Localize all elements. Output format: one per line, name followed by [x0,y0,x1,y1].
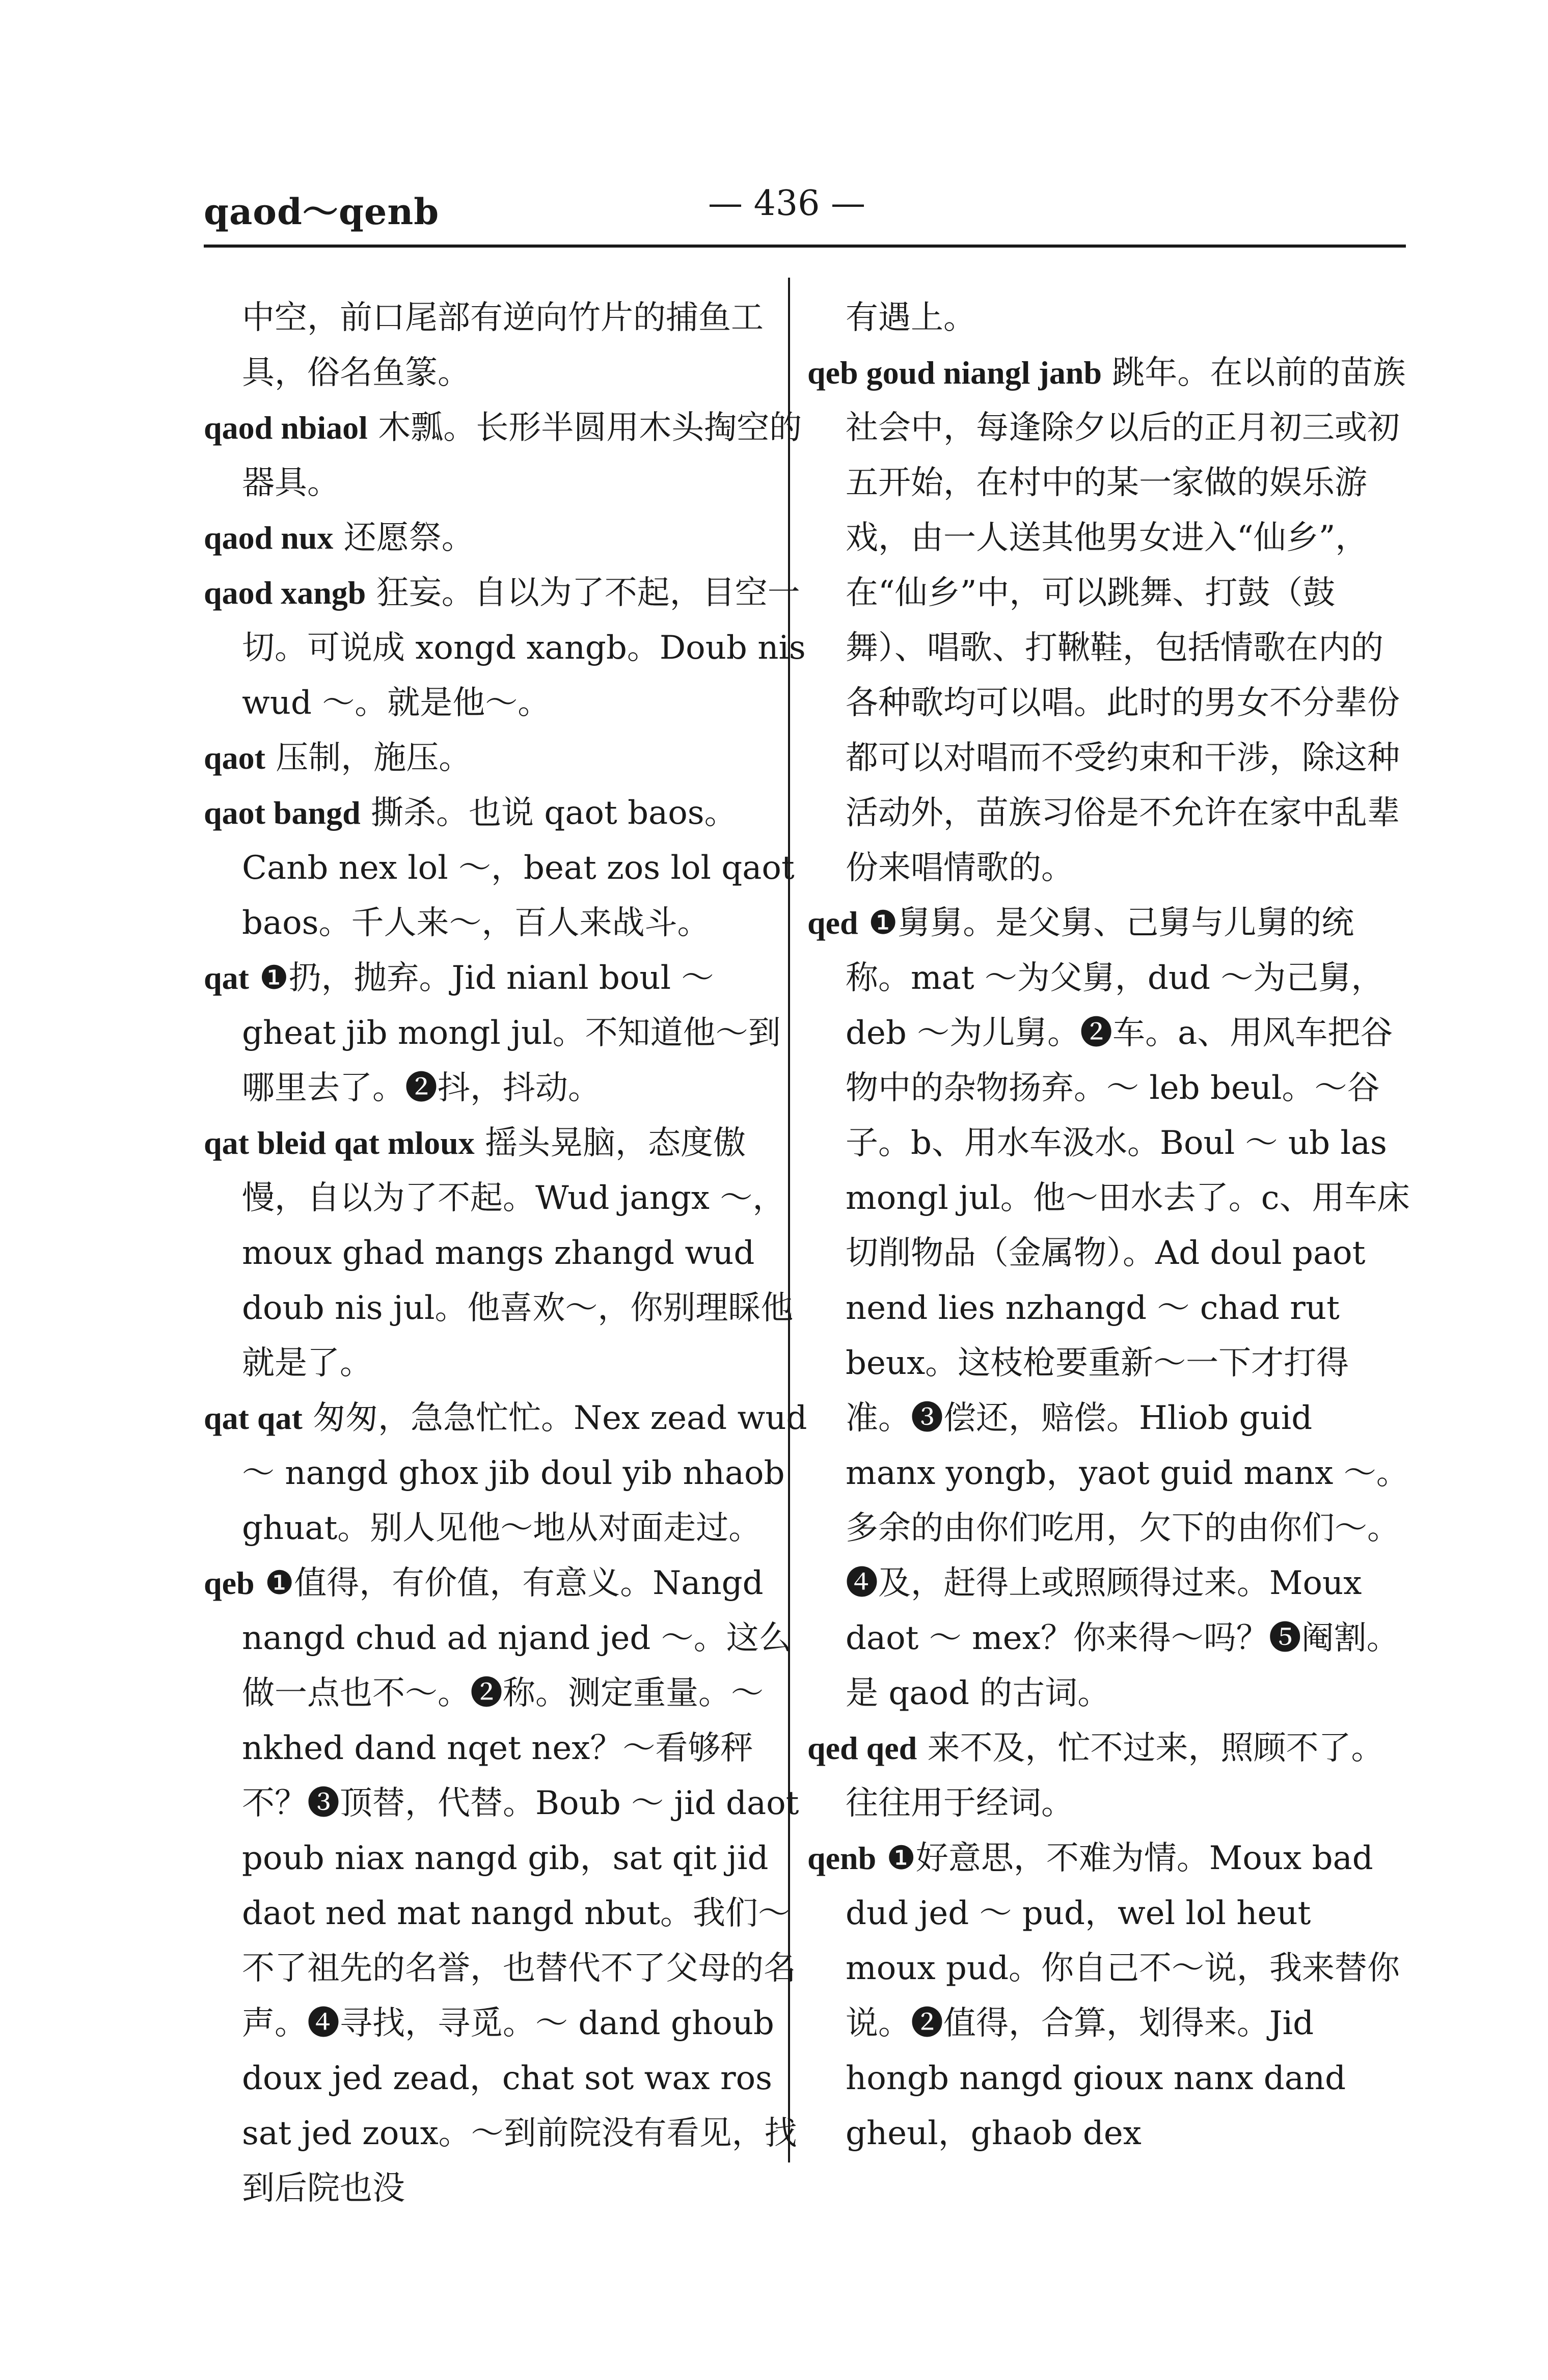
entry-definition: ❶舅舅。是父舅、己舅与儿舅的统称。mat ～为父舅，dud ～为己舅，deb ～为儿舅。❷车。a、用风车把谷物中的杂物扬弃。～ leb beul。～谷子。b、用水车汲水。Boul ～ ub las mongl jul。他～田水去了。c、用车床切削物品（金属物）。Ad doul paot nend lies nzhangd ～ chad rut beux。这枝枪要重新～一下才打得准。❸偿还，赔偿。Hliob guid manx yongb，yaot guid manx ～。多余的由你们吃用，欠下的由你们～。❹及，赶得上或照顾得过来。Moux daot ～ mex？你来得～吗？❺阉割。是 qaod 的古词。 [846,904,1410,1712]
left-column [204,290,810,2216]
entry-definition: 有遇上。 [846,299,976,337]
entry-definition: 木瓢。长形半圆用木头掏空的器具。 [242,409,802,502]
dictionary-entry [204,731,810,786]
entry-headword: qenb [807,1840,877,1876]
dictionary-entry [807,896,1411,1721]
dictionary-entry [204,786,810,951]
entry-definition: 还愿祭。 [333,519,474,557]
entry-headword: qaod nbiaol [204,410,368,446]
running-head-range: qaod～qenb [204,191,440,233]
entry-definition: 中空，前口尾部有逆向竹片的捕鱼工具，俗名鱼篆。 [242,299,764,392]
page-header [0,0,1548,265]
entry-definition: ❶扔，抛弃。Jid nianl boul ～ gheat jib mongl jul。不知道他～到哪里去了。❷抖，抖动。 [242,959,781,1107]
header-rule [204,245,1406,248]
dictionary-entry [204,1391,810,1556]
entry-headword: qaot bangd [204,795,361,831]
entry-definition: 撕杀。也说 qaot baos。Canb nex lol ～，beat zos lol qaot baos。千人来～，百人来战斗。 [242,794,795,942]
entry-headword: qat [204,960,249,996]
entry-headword: qeb goud niangl janb [807,355,1102,391]
entry-definition: ❶值得，有价值，有意义。Nangd nangd chud ad njand jed ～。这么做一点也不～。❷称。测定重量。～ nkhed dand nqet nex？～看够秤不？❸顶替，代替。Boub ～ jid daot poub niax nangd gib，sat qit jid daot ned mat nangd nbut。我们～不了祖先的名誉，也替代不了父母的名声。❹寻找，寻觅。～ dand ghoub doux jed zead，chat sot wax ros sat jed zoux。～到前院没有看见，找到后院也没 [242,1564,799,2207]
entry-definition: 狂妄。自以为了不起，目空一切。可说成 xongd xangb。Doub nis wud ～。就是他～。 [242,574,806,722]
entry-headword: qat bleid qat mloux [204,1125,475,1161]
right-column [807,290,1411,2161]
entry-headword: qat qat [204,1400,303,1436]
entry-definition: 匆匆，急急忙忙。Nex zead wud ～ nangd ghox jib doul yib nhaob ghuat。别人见他～地从对面走过。 [242,1399,807,1547]
dictionary-entry [204,951,810,1116]
entry-definition: 来不及，忙不过来，照顾不了。往往用于经词。 [846,1729,1384,1822]
entry-definition: 摇头晃脑，态度傲慢，自以为了不起。Wud jangx ～，moux ghad mangs zhangd wud doub nis jul。他喜欢～，你别理睬他就是了。 [242,1124,794,1382]
entry-definition: ❶好意思，不难为情。Moux bad dud jed ～ pud，wel lol heut moux pud。你自己不～说，我来替你说。❷值得，合算，划得来。Jid hongb nangd gioux nanx dand gheul，ghaob dex [846,1840,1400,2152]
dictionary-entry [204,400,810,510]
entry-definition: 压制，施压。 [265,739,472,777]
dictionary-entry [204,1116,810,1391]
dictionary-entry [204,565,810,731]
entry-headword: qaot [204,740,265,776]
entry-headword: qed [807,905,858,941]
entry-headword: qed qed [807,1730,917,1766]
dictionary-entry [204,510,810,565]
dictionary-entry [807,1721,1411,1831]
dictionary-entry [807,1831,1411,2161]
dictionary-entry [204,1556,810,2216]
entry-headword: qeb [204,1565,255,1601]
dictionary-entry [807,345,1411,896]
page-number: — 436 — [708,183,866,224]
entry-headword: qaod xangb [204,575,366,611]
dictionary-entry [807,290,1411,345]
entry-definition: 跳年。在以前的苗族社会中，每逢除夕以后的正月初三或初五开始，在村中的某一家做的娱乐游戏，由一人送其他男女进入“仙乡”，在“仙乡”中，可以跳舞、打鼓（鼓舞）、唱歌、打鞦鞋，包括情歌在内的各种歌均可以唱。此时的男女不分辈份都可以对唱而不受约束和干涉，除这种活动外，苗族习俗是不允许在家中乱辈份来唱情歌的。 [846,354,1406,887]
dictionary-entry [204,290,810,400]
entry-headword: qaod nux [204,520,334,556]
